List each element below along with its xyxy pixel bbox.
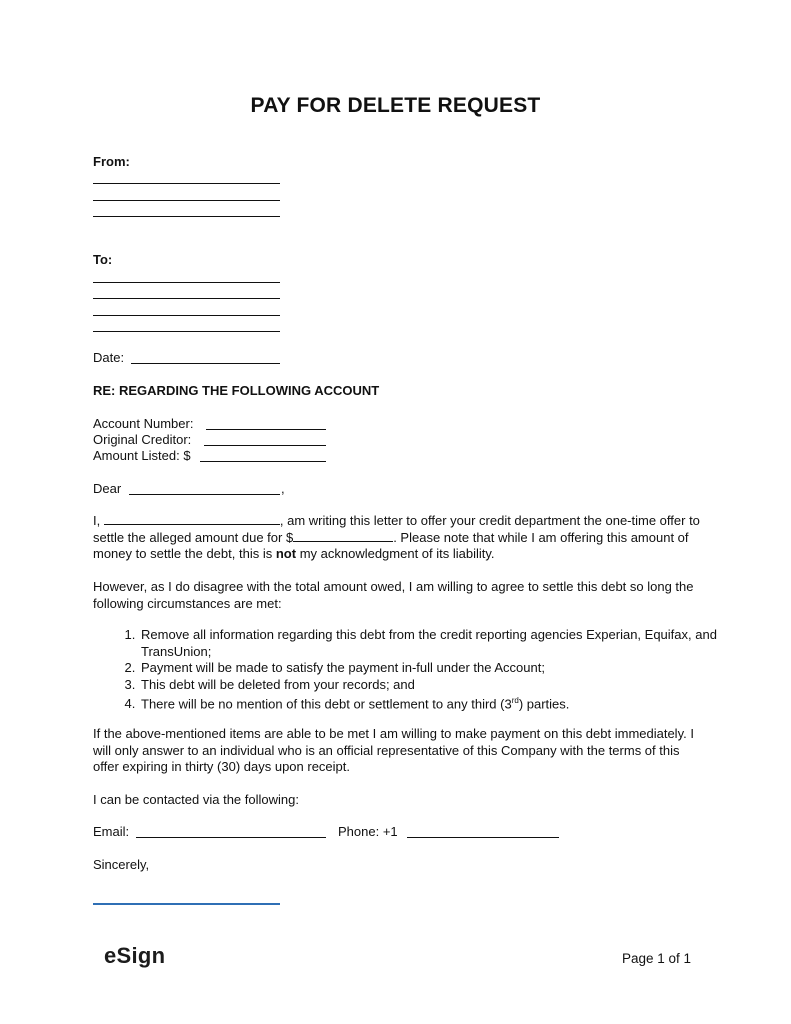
item4-sup: rd [511,696,519,705]
offer-text-1: , am writing this letter to offer your credit department the one-time offer to settle the alleged amount due for $ [93,513,700,545]
payment-paragraph: If the above-mentioned items are able to be met I am willing to make payment on this debt immediately. I will only answer to an individual who is an official representative of this Company with the terms of this offer expiring in thirty (30) days upon receipt. [93,726,694,774]
to-line-4[interactable] [93,331,280,332]
offer-text-2: . Please note that while I am offering this amount of money to settle the debt, this is [93,529,689,561]
closing: Sincerely, [93,857,150,872]
page-number: Page 1 of 1 [622,951,692,966]
item4-after: ) parties. [518,696,570,712]
esign-logo: eSign [104,943,166,968]
circumstances-list [93,627,749,713]
to-label: To: [93,252,113,267]
phone-label: Phone: +1 [338,824,398,839]
offer-prefix: I, [93,513,101,528]
list-item: 3. This debt will be deleted from your records; and [139,677,749,694]
to-line-2[interactable] [93,298,280,299]
original-creditor-label: Original Creditor: [93,432,192,447]
dear-comma: , [281,481,285,496]
list-item [139,693,749,713]
offer-text-3: my acknowledgment of its liability. [299,546,495,561]
from-label: From: [93,154,130,169]
signature-line[interactable] [93,903,280,905]
dear-line[interactable] [129,494,280,495]
list-item: 1. Remove all information regarding this debt from the credit reporting agencies Experian, Equifax, and TransUnion; [139,627,749,660]
amount-listed-line[interactable] [200,461,326,462]
list-item: 2. Payment will be made to satisfy the payment in-full under the Account; [139,660,749,677]
circumstances-intro: However, as I do disagree with the total amount owed, I am willing to agree to settle this debt so long the following circumstances are met: [93,579,694,611]
contact-intro: I can be contacted via the following: [93,792,299,807]
item4-before: There will be no mention of this debt or settlement to any third (3 [141,696,512,712]
account-number-label: Account Number: [93,416,194,431]
original-creditor-line[interactable] [204,445,326,446]
account-number-line[interactable] [206,429,326,430]
dear-label: Dear [93,481,122,496]
date-line[interactable] [131,363,280,364]
email-line[interactable] [136,837,326,838]
to-line-3[interactable] [93,315,280,316]
document-title: PAY FOR DELETE REQUEST [250,94,541,117]
date-label: Date: [93,350,125,365]
from-line-2[interactable] [93,200,280,201]
name-blank[interactable] [104,513,280,525]
from-line-1[interactable] [93,183,280,184]
email-label: Email: [93,824,130,839]
settle-amount-blank[interactable] [293,530,393,542]
amount-listed-label: Amount Listed: $ [93,448,191,463]
offer-paragraph [93,513,703,563]
from-line-3[interactable] [93,216,280,217]
to-line-1[interactable] [93,282,280,283]
phone-line[interactable] [407,837,559,838]
re-heading: RE: REGARDING THE FOLLOWING ACCOUNT [93,383,380,398]
offer-bold-not: not [275,546,297,561]
